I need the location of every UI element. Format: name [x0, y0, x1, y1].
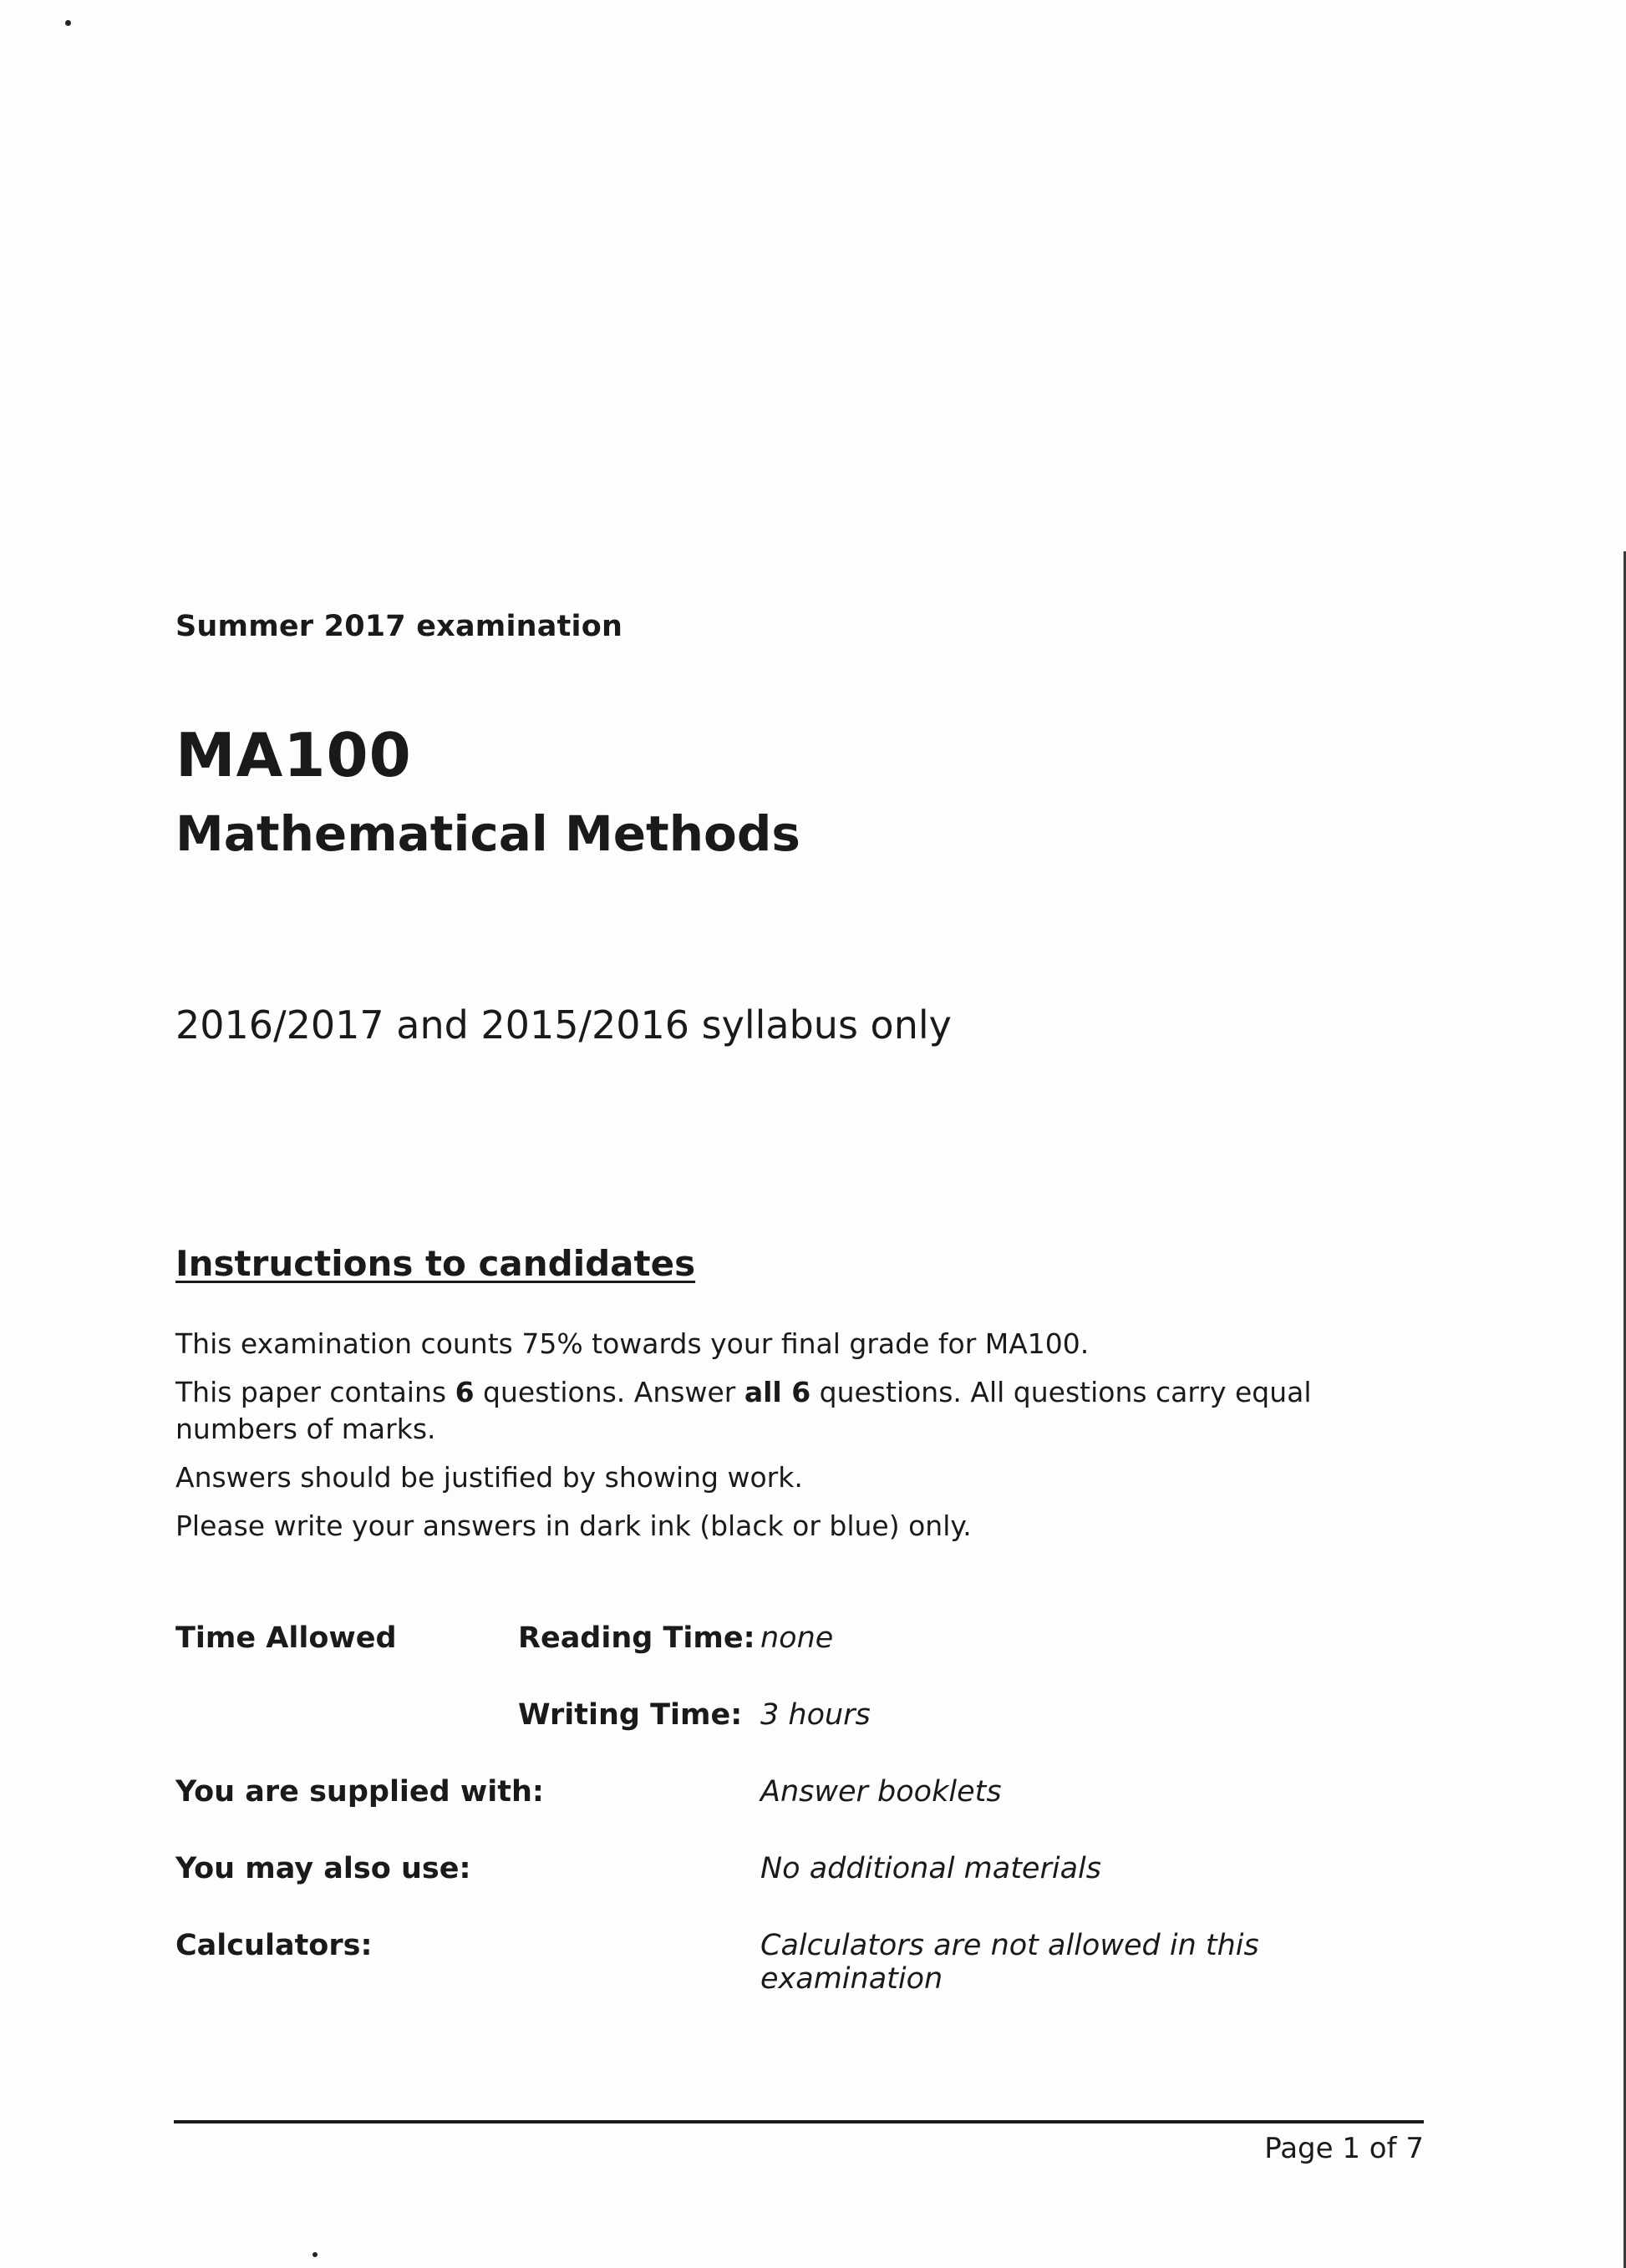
page-number: Page 1 of 7	[1264, 2132, 1424, 2165]
empty-cell	[175, 1698, 518, 1775]
may-use-value: No additional materials	[760, 1852, 1101, 1885]
reading-time-value: none	[760, 1621, 834, 1655]
calculators-label: Calculators:	[175, 1929, 373, 1962]
scan-speck	[312, 2252, 318, 2257]
instruction-questions	[175, 1374, 1429, 1448]
instructions-body	[175, 1326, 1429, 1545]
may-use-label: You may also use:	[175, 1852, 471, 1885]
writing-time-value: 3 hours	[760, 1698, 871, 1732]
footer-rule	[174, 2120, 1424, 2123]
details-row-calculators	[175, 1929, 1429, 2006]
instructions-heading: Instructions to candidates	[175, 1243, 696, 1284]
details-row-writing-time	[175, 1698, 1429, 1775]
instruction-ink: Please write your answers in dark ink (black or blue) only.	[175, 1509, 972, 1542]
supplied-label: You are supplied with:	[175, 1775, 544, 1809]
instruction-justify: Answers should be justified by showing work.	[175, 1461, 803, 1494]
exam-details-table	[175, 1621, 1429, 2006]
instruction-text: questions. All questions carry equal numbers of marks.	[175, 1376, 1312, 1445]
calculators-value: Calculators are not allowed in this examination	[760, 1929, 1259, 1996]
cover-content	[175, 610, 1429, 2006]
details-row-supplied	[175, 1775, 1429, 1852]
exam-session: Summer 2017 examination	[175, 610, 623, 643]
details-row-reading-time	[175, 1621, 1429, 1698]
course-code: MA100	[175, 720, 412, 790]
syllabus-note: 2016/2017 and 2015/2016 syllabus only	[175, 1002, 952, 1048]
writing-time-label: Writing Time:	[518, 1698, 743, 1732]
reading-time-label: Reading Time:	[518, 1621, 755, 1655]
supplied-value: Answer booklets	[760, 1775, 1002, 1809]
time-allowed-label: Time Allowed	[175, 1621, 397, 1655]
details-row-may-use	[175, 1852, 1429, 1929]
instruction-text: This paper contains	[175, 1376, 455, 1408]
question-count: 6	[455, 1376, 475, 1408]
answer-all-count: all 6	[744, 1376, 811, 1408]
scan-speck	[65, 20, 71, 26]
instruction-weight: This examination counts 75% towards your final grade for MA100.	[175, 1327, 1090, 1360]
instruction-text: questions. Answer	[474, 1376, 744, 1408]
course-name: Mathematical Methods	[175, 805, 800, 862]
